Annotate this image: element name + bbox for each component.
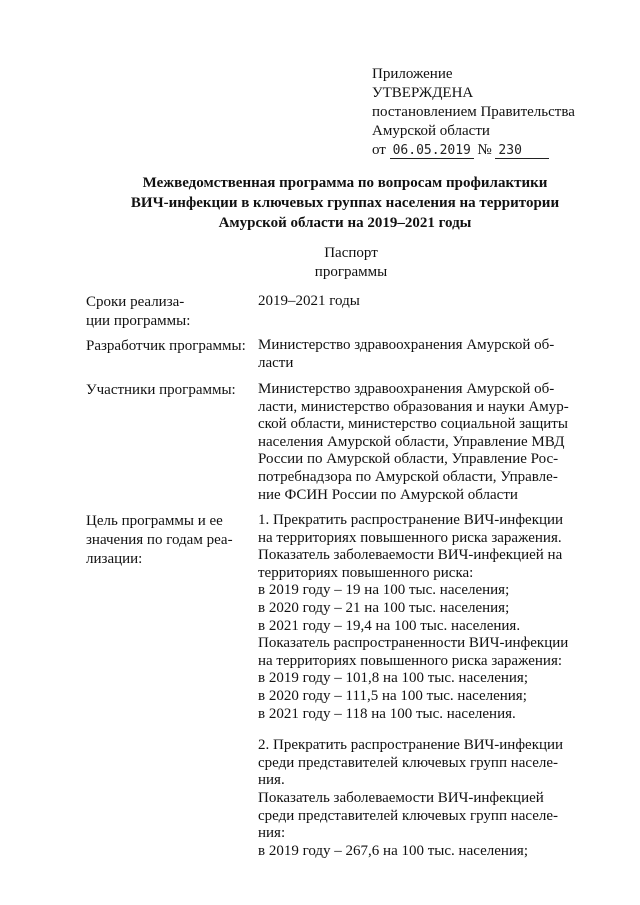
value-line: в 2019 году – 19 на 100 тыс. населения; (258, 582, 510, 599)
value-line: потребнадзора по Амурской области, Управле- (258, 468, 558, 485)
value-line: в 2019 году – 267,6 на 100 тыс. населения; (258, 842, 528, 859)
value-line: Министерство здравоохранения Амурской об- (258, 381, 555, 397)
handwritten-number: 230 (495, 143, 549, 159)
value-line: в 2020 году – 21 на 100 тыс. населения; (258, 599, 510, 616)
value-line: в 2021 году – 118 на 100 тыс. населения. (258, 705, 516, 722)
label-line: лизации: (86, 551, 143, 567)
value-line: в 2020 году – 111,5 на 100 тыс. населения; (258, 687, 527, 704)
value-line: России по Амурской области, Управление Рос- (258, 451, 559, 468)
value-line: на территориях повышенного риска заражения: (258, 652, 563, 669)
from-label: от (372, 142, 386, 158)
passport-heading (0, 244, 640, 282)
number-label: № (477, 142, 492, 158)
value-line: среди представителей ключевых групп населе- (258, 807, 559, 824)
value-line: на территориях повышенного риска заражения. (258, 529, 562, 546)
row-terms-value (258, 293, 580, 311)
value-line: Министерство здравоохранения Амурской об- (258, 337, 555, 353)
approval-resolution: постановлением Правительства (372, 104, 575, 120)
value-line: ния. (258, 772, 285, 789)
approval-date-line (372, 141, 575, 160)
approval-approved: УТВЕРЖДЕНА (372, 85, 474, 101)
row-goal-value (258, 512, 580, 860)
value-line: 1. Прекратить распространение ВИЧ-инфекции (258, 512, 564, 528)
row-developer-label: Разработчик программы: (86, 338, 246, 354)
row-participants-value (258, 381, 580, 504)
title-line-3: Амурской области на 2019–2021 годы (218, 215, 472, 231)
label-line: Цель программы и ее (86, 513, 223, 529)
value-line: 2. Прекратить распространение ВИЧ-инфекции (258, 737, 564, 754)
passport-line-1: Паспорт (324, 245, 378, 261)
row-terms-label (86, 293, 256, 331)
title-line-1: Межведомственная программа по вопросам профилактики (142, 175, 548, 191)
value-line: ние ФСИН России по Амурской области (258, 486, 518, 503)
approval-region: Амурской области (372, 123, 490, 139)
approval-appendix: Приложение (372, 66, 453, 82)
approval-block (372, 65, 575, 160)
label-line: значения по годам реа- (86, 532, 233, 548)
value-line: ния: (258, 825, 286, 842)
row-developer-value (258, 337, 580, 372)
label-line: Сроки реализа- (86, 294, 185, 310)
value-line: Показатель распространенности ВИЧ-инфекции (258, 635, 569, 652)
value-line: 2019–2021 годы (258, 293, 360, 309)
value-line: ласти, министерство образования и науки Амур- (258, 398, 569, 415)
handwritten-date: 06.05.2019 (390, 143, 474, 159)
passport-line-2: программы (314, 264, 388, 280)
value-line: в 2021 году – 19,4 на 100 тыс. населения. (258, 617, 521, 634)
program-title (110, 173, 580, 233)
value-line: Показатель заболеваемости ВИЧ-инфекцией на (258, 547, 563, 564)
value-line: среди представителей ключевых групп населе- (258, 754, 559, 771)
value-line: ской области, министерство социальной защиты (258, 416, 568, 433)
value-line: ласти (258, 354, 294, 371)
row-goal-label (86, 512, 256, 569)
value-line: населения Амурской области, Управление МВД (258, 433, 565, 450)
row-participants-label: Участники программы: (86, 382, 236, 398)
value-line: Показатель заболеваемости ВИЧ-инфекцией (258, 789, 544, 806)
title-line-2: ВИЧ-инфекции в ключевых группах населения на территории (130, 195, 560, 211)
value-line: территориях повышенного риска: (258, 564, 474, 581)
paragraph-gap (258, 723, 580, 737)
value-line: в 2019 году – 101,8 на 100 тыс. населения; (258, 670, 528, 687)
label-line: ции программы: (86, 313, 191, 329)
